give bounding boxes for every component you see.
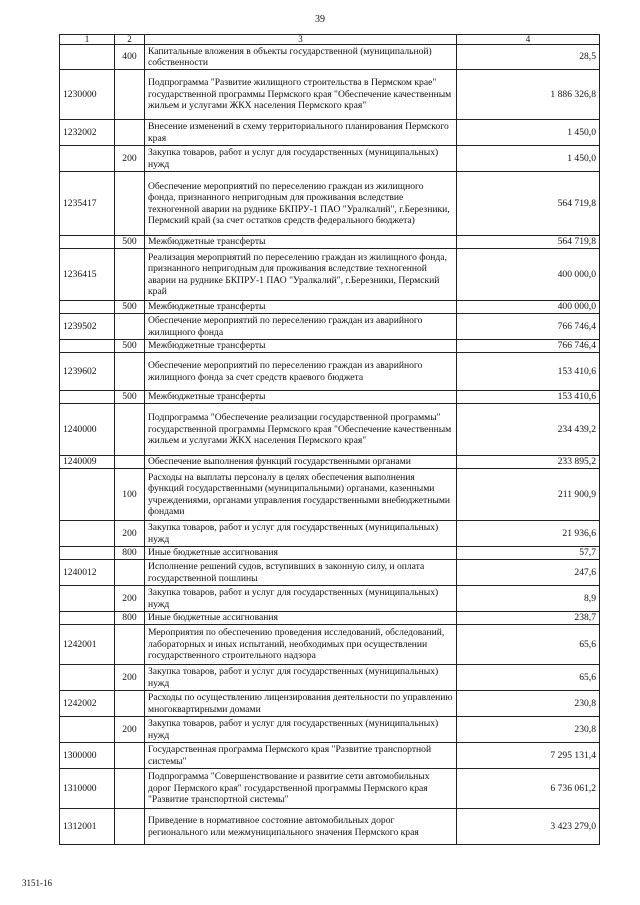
row-name: Расходы на выплаты персоналу в целях обеспечения выполнения функций государственными (муниципальными) органами, казенными учреждениями, органами управления государственными внебюджетными фондами	[145, 469, 457, 521]
table-row	[60, 314, 600, 340]
row-code: 1239602	[60, 353, 115, 391]
row-amount: 65,6	[457, 665, 600, 691]
row-name: Закупка товаров, работ и услуг для государственных (муниципальных) нужд	[145, 717, 457, 743]
row-code	[60, 146, 115, 172]
row-name: Мероприятия по обеспечению проведения исследований, обследований, лабораторных и иных испытаний, необходимых при осуществлении государственного строительного надзора	[145, 625, 457, 665]
row-amount: 153 410,6	[457, 391, 600, 404]
row-amount: 234 439,2	[457, 404, 600, 456]
row-code: 1310000	[60, 769, 115, 809]
row-type: 500	[115, 301, 145, 314]
table-row	[60, 717, 600, 743]
row-type: 200	[115, 586, 145, 612]
row-code	[60, 665, 115, 691]
table-row	[60, 625, 600, 665]
table-row	[60, 120, 600, 146]
row-amount: 1 886 326,8	[457, 70, 600, 120]
page-number: 39	[315, 14, 325, 25]
row-code: 1230000	[60, 70, 115, 120]
row-name: Обеспечение мероприятий по переселению граждан из аварийного жилищного фонда	[145, 314, 457, 340]
table-row	[60, 743, 600, 769]
row-name: Исполнение решений судов, вступивших в законную силу, и оплата государственной пошлины	[145, 560, 457, 586]
row-type	[115, 314, 145, 340]
table-row	[60, 146, 600, 172]
row-code: 1236415	[60, 249, 115, 301]
row-code: 1240009	[60, 456, 115, 469]
column-header-code: 1	[60, 35, 115, 45]
table-row	[60, 469, 600, 521]
document-code: 3151-16	[22, 878, 52, 888]
row-code	[60, 586, 115, 612]
row-amount: 211 900,9	[457, 469, 600, 521]
row-type	[115, 353, 145, 391]
row-amount: 564 719,8	[457, 172, 600, 236]
row-code	[60, 521, 115, 547]
table-row	[60, 547, 600, 560]
row-name: Приведение в нормативное состояние автомобильных дорог регионального или межмуниципального значения Пермского края	[145, 809, 457, 845]
row-code	[60, 340, 115, 353]
budget-table	[59, 34, 600, 845]
row-name: Закупка товаров, работ и услуг для государственных (муниципальных) нужд	[145, 521, 457, 547]
row-amount: 766 746,4	[457, 340, 600, 353]
row-amount: 400 000,0	[457, 249, 600, 301]
row-name: Капитальные вложения в объекты государственной (муниципальной) собственности	[145, 45, 457, 70]
row-name: Расходы по осуществлению лицензирования деятельности по управлению многоквартирными домами	[145, 691, 457, 717]
row-type	[115, 691, 145, 717]
row-name: Закупка товаров, работ и услуг для государственных (муниципальных) нужд	[145, 586, 457, 612]
row-name: Межбюджетные трансферты	[145, 340, 457, 353]
table-row	[60, 249, 600, 301]
table-row	[60, 665, 600, 691]
row-name: Иные бюджетные ассигнования	[145, 547, 457, 560]
row-code	[60, 236, 115, 249]
row-amount: 230,8	[457, 691, 600, 717]
row-type	[115, 809, 145, 845]
row-name: Закупка товаров, работ и услуг для государственных (муниципальных) нужд	[145, 146, 457, 172]
row-type: 800	[115, 547, 145, 560]
row-type: 500	[115, 391, 145, 404]
table-row	[60, 586, 600, 612]
row-type: 500	[115, 340, 145, 353]
row-type	[115, 172, 145, 236]
row-amount: 57,7	[457, 547, 600, 560]
row-code	[60, 717, 115, 743]
row-type: 200	[115, 665, 145, 691]
table-row	[60, 560, 600, 586]
table-row	[60, 404, 600, 456]
row-type	[115, 769, 145, 809]
table-row	[60, 456, 600, 469]
row-type: 200	[115, 146, 145, 172]
row-code: 1232002	[60, 120, 115, 146]
row-name: Подпрограмма "Обеспечение реализации государственной программы" государственной программы Пермского края "Обеспечение качественным жильем и услугами ЖКХ населения Пермского края"	[145, 404, 457, 456]
row-name: Межбюджетные трансферты	[145, 301, 457, 314]
table-row	[60, 809, 600, 845]
row-name: Обеспечение мероприятий по переселению граждан из аварийного жилищного фонда за счет средств краевого бюджета	[145, 353, 457, 391]
row-amount: 153 410,6	[457, 353, 600, 391]
table-row	[60, 353, 600, 391]
row-type	[115, 249, 145, 301]
row-type	[115, 404, 145, 456]
row-amount: 28,5	[457, 45, 600, 70]
row-code: 1242001	[60, 625, 115, 665]
column-header-amount: 4	[457, 35, 600, 45]
table-row	[60, 391, 600, 404]
row-name: Реализация мероприятий по переселению граждан из жилищного фонда, признанного непригодным для проживания вследствие техногенной аварии на руднике БКПРУ-1 ПАО "Уралкалий", г.Березники, Пермский край	[145, 249, 457, 301]
row-name: Межбюджетные трансферты	[145, 391, 457, 404]
row-name: Обеспечение мероприятий по переселению граждан из жилищного фонда, признанного непригодным для проживания вследствие техногенной аварии на руднике БКПРУ-1 ПАО "Уралкалий", г.Березники, Пермский край (за счет остатков средств федерального бюджета)	[145, 172, 457, 236]
row-type	[115, 120, 145, 146]
row-code: 1235417	[60, 172, 115, 236]
row-amount: 3 423 279,0	[457, 809, 600, 845]
row-code	[60, 469, 115, 521]
row-amount: 65,6	[457, 625, 600, 665]
row-amount: 6 736 061,2	[457, 769, 600, 809]
row-type	[115, 456, 145, 469]
row-name: Межбюджетные трансферты	[145, 236, 457, 249]
row-code	[60, 612, 115, 625]
row-code: 1239502	[60, 314, 115, 340]
row-code: 1242002	[60, 691, 115, 717]
row-code	[60, 45, 115, 70]
table-row	[60, 45, 600, 70]
column-header-type: 2	[115, 35, 145, 45]
row-amount: 8,9	[457, 586, 600, 612]
row-code: 1300000	[60, 743, 115, 769]
table-header-row	[60, 35, 600, 45]
row-amount: 7 295 131,4	[457, 743, 600, 769]
table-row	[60, 340, 600, 353]
row-name: Подпрограмма "Развитие жилищного строительства в Пермском крае" государственной программы Пермского края "Обеспечение качественным жильем и услугами ЖКХ населения Пермского края"	[145, 70, 457, 120]
row-type: 100	[115, 469, 145, 521]
row-amount: 1 450,0	[457, 146, 600, 172]
row-name: Обеспечение выполнения функций государственными органами	[145, 456, 457, 469]
table-row	[60, 70, 600, 120]
row-amount: 1 450,0	[457, 120, 600, 146]
row-type	[115, 560, 145, 586]
row-type: 200	[115, 717, 145, 743]
row-type	[115, 625, 145, 665]
row-type	[115, 70, 145, 120]
table-row	[60, 172, 600, 236]
table-row	[60, 691, 600, 717]
row-amount: 21 936,6	[457, 521, 600, 547]
row-name: Закупка товаров, работ и услуг для государственных (муниципальных) нужд	[145, 665, 457, 691]
table-row	[60, 301, 600, 314]
row-name: Подпрограмма "Совершенствование и развитие сети автомобильных дорог Пермского края" государственной программы Пермского края "Развитие транспортной системы"	[145, 769, 457, 809]
row-type: 800	[115, 612, 145, 625]
row-code: 1240000	[60, 404, 115, 456]
row-type: 200	[115, 521, 145, 547]
row-type: 400	[115, 45, 145, 70]
row-type	[115, 743, 145, 769]
row-name: Иные бюджетные ассигнования	[145, 612, 457, 625]
table-row	[60, 612, 600, 625]
row-code: 1240012	[60, 560, 115, 586]
row-amount: 564 719,8	[457, 236, 600, 249]
row-code	[60, 547, 115, 560]
row-code	[60, 301, 115, 314]
row-amount: 238,7	[457, 612, 600, 625]
row-code	[60, 391, 115, 404]
row-code: 1312001	[60, 809, 115, 845]
table-row	[60, 521, 600, 547]
row-amount: 233 895,2	[457, 456, 600, 469]
row-amount: 230,8	[457, 717, 600, 743]
row-name: Государственная программа Пермского края "Развитие транспортной системы"	[145, 743, 457, 769]
row-name: Внесение изменений в схему территориального планирования Пермского края	[145, 120, 457, 146]
row-amount: 247,6	[457, 560, 600, 586]
row-amount: 400 000,0	[457, 301, 600, 314]
table-row	[60, 769, 600, 809]
table-row	[60, 236, 600, 249]
row-amount: 766 746,4	[457, 314, 600, 340]
row-type: 500	[115, 236, 145, 249]
column-header-name: 3	[145, 35, 457, 45]
